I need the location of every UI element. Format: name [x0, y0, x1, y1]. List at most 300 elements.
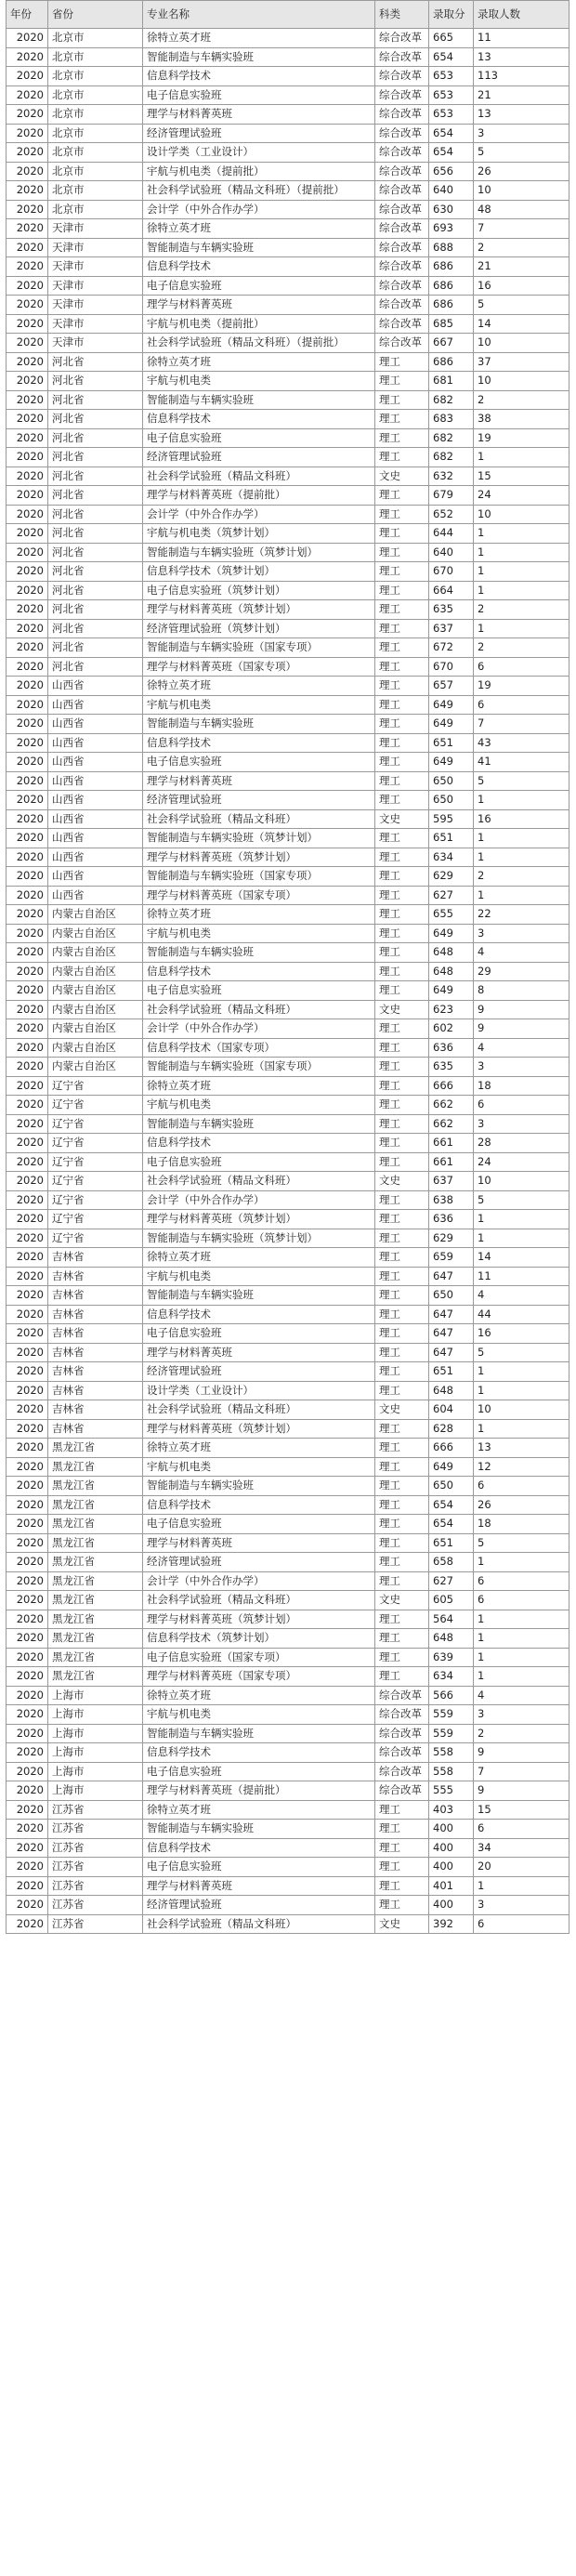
cell-year: 2020 [7, 1705, 48, 1725]
cell-major: 徐特立英才班 [143, 905, 375, 925]
cell-major: 宇航与机电类 [143, 1705, 375, 1725]
cell-major: 会计学（中外合作办学） [143, 1190, 375, 1210]
cell-score: 654 [429, 124, 474, 143]
cell-score: 654 [429, 143, 474, 163]
cell-province: 江苏省 [48, 1914, 143, 1934]
cell-score: 649 [429, 753, 474, 772]
cell-score: 564 [429, 1610, 474, 1629]
cell-category: 综合改革 [375, 314, 429, 334]
cell-category: 理工 [375, 505, 429, 524]
cell-category: 理工 [375, 410, 429, 429]
cell-major: 智能制造与车辆实验班（国家专项） [143, 638, 375, 658]
cell-province: 黑龙江省 [48, 1667, 143, 1687]
cell-admitted: 7 [474, 219, 569, 239]
cell-year: 2020 [7, 867, 48, 887]
table-row [7, 1096, 569, 1115]
table-row [7, 200, 569, 219]
cell-major: 社会科学试验班（精品文科班）（提前批） [143, 334, 375, 353]
table-row [7, 771, 569, 791]
cell-province: 辽宁省 [48, 1076, 143, 1096]
cell-major: 信息科学技术 [143, 1134, 375, 1153]
cell-province: 黑龙江省 [48, 1629, 143, 1649]
cell-major: 电子信息实验班 [143, 1762, 375, 1781]
cell-province: 吉林省 [48, 1419, 143, 1439]
cell-score: 632 [429, 467, 474, 486]
table-row [7, 334, 569, 353]
cell-category: 综合改革 [375, 47, 429, 67]
cell-province: 河北省 [48, 505, 143, 524]
cell-score: 666 [429, 1076, 474, 1096]
table-row [7, 314, 569, 334]
cell-score: 652 [429, 505, 474, 524]
table-row [7, 1305, 569, 1324]
table-row [7, 372, 569, 391]
cell-category: 理工 [375, 1477, 429, 1496]
cell-major: 徐特立英才班 [143, 1076, 375, 1096]
table-row [7, 257, 569, 277]
cell-major: 徐特立英才班 [143, 352, 375, 372]
table-row [7, 562, 569, 582]
cell-score: 672 [429, 638, 474, 658]
cell-admitted: 5 [474, 143, 569, 163]
cell-province: 北京市 [48, 181, 143, 201]
cell-year: 2020 [7, 181, 48, 201]
cell-score: 651 [429, 1533, 474, 1553]
cell-admitted: 9 [474, 1000, 569, 1019]
cell-category: 理工 [375, 562, 429, 582]
cell-major: 徐特立英才班 [143, 29, 375, 48]
cell-category: 综合改革 [375, 238, 429, 257]
cell-major: 信息科学技术（筑梦计划） [143, 562, 375, 582]
cell-year: 2020 [7, 1858, 48, 1877]
cell-province: 黑龙江省 [48, 1571, 143, 1591]
cell-admitted: 4 [474, 1686, 569, 1705]
cell-admitted: 3 [474, 924, 569, 943]
cell-score: 403 [429, 1800, 474, 1820]
header-major: 专业名称 [143, 1, 375, 29]
cell-category: 文史 [375, 809, 429, 829]
cell-province: 上海市 [48, 1724, 143, 1743]
cell-major: 电子信息实验班 [143, 276, 375, 296]
table-row [7, 848, 569, 867]
cell-province: 上海市 [48, 1686, 143, 1705]
cell-year: 2020 [7, 1571, 48, 1591]
cell-province: 山西省 [48, 829, 143, 848]
cell-major: 信息科学技术 [143, 1743, 375, 1763]
cell-major: 智能制造与车辆实验班（国家专项） [143, 1058, 375, 1077]
table-row [7, 1553, 569, 1572]
cell-year: 2020 [7, 1172, 48, 1191]
table-row [7, 1858, 569, 1877]
cell-major: 理学与材料菁英班（筑梦计划） [143, 848, 375, 867]
table-row [7, 753, 569, 772]
cell-year: 2020 [7, 390, 48, 410]
cell-admitted: 1 [474, 1876, 569, 1896]
cell-major: 信息科学技术 [143, 410, 375, 429]
cell-category: 综合改革 [375, 219, 429, 239]
cell-year: 2020 [7, 1058, 48, 1077]
cell-category: 理工 [375, 1267, 429, 1286]
cell-score: 693 [429, 219, 474, 239]
cell-category: 综合改革 [375, 85, 429, 105]
cell-admitted: 5 [474, 1533, 569, 1553]
cell-score: 650 [429, 771, 474, 791]
cell-admitted: 19 [474, 677, 569, 696]
cell-admitted: 16 [474, 1324, 569, 1344]
table-row [7, 1838, 569, 1858]
table-row [7, 486, 569, 506]
cell-score: 566 [429, 1686, 474, 1705]
header-province: 省份 [48, 1, 143, 29]
table-row [7, 695, 569, 715]
cell-year: 2020 [7, 200, 48, 219]
cell-major: 徐特立英才班 [143, 1686, 375, 1705]
table-row [7, 1210, 569, 1229]
cell-year: 2020 [7, 314, 48, 334]
cell-category: 理工 [375, 1096, 429, 1115]
cell-category: 综合改革 [375, 105, 429, 125]
cell-province: 黑龙江省 [48, 1648, 143, 1667]
table-row [7, 67, 569, 86]
cell-major: 智能制造与车辆实验班 [143, 1114, 375, 1134]
table-row [7, 1591, 569, 1610]
cell-province: 黑龙江省 [48, 1495, 143, 1515]
cell-score: 651 [429, 1362, 474, 1382]
cell-score: 654 [429, 1495, 474, 1515]
cell-year: 2020 [7, 809, 48, 829]
table-row [7, 1896, 569, 1915]
cell-category: 理工 [375, 886, 429, 905]
table-row [7, 600, 569, 620]
cell-admitted: 10 [474, 181, 569, 201]
cell-major: 电子信息实验班 [143, 1858, 375, 1877]
cell-province: 河北省 [48, 467, 143, 486]
cell-year: 2020 [7, 238, 48, 257]
cell-score: 682 [429, 428, 474, 448]
cell-category: 理工 [375, 1210, 429, 1229]
cell-score: 558 [429, 1762, 474, 1781]
cell-category: 文史 [375, 1591, 429, 1610]
cell-province: 内蒙古自治区 [48, 924, 143, 943]
cell-year: 2020 [7, 1419, 48, 1439]
cell-major: 智能制造与车辆实验班 [143, 1286, 375, 1306]
cell-province: 辽宁省 [48, 1134, 143, 1153]
cell-category: 理工 [375, 372, 429, 391]
cell-score: 647 [429, 1324, 474, 1344]
cell-major: 社会科学试验班（精品文科班） [143, 1172, 375, 1191]
cell-province: 辽宁省 [48, 1152, 143, 1172]
cell-category: 理工 [375, 1495, 429, 1515]
cell-year: 2020 [7, 1134, 48, 1153]
cell-category: 综合改革 [375, 1724, 429, 1743]
cell-major: 智能制造与车辆实验班（国家专项） [143, 867, 375, 887]
cell-province: 山西省 [48, 753, 143, 772]
cell-year: 2020 [7, 410, 48, 429]
cell-score: 635 [429, 1058, 474, 1077]
cell-province: 天津市 [48, 276, 143, 296]
table-row [7, 1533, 569, 1553]
cell-major: 宇航与机电类 [143, 372, 375, 391]
cell-category: 文史 [375, 1914, 429, 1934]
cell-major: 社会科学试验班（精品文科班） [143, 467, 375, 486]
cell-major: 智能制造与车辆实验班 [143, 943, 375, 963]
cell-score: 644 [429, 524, 474, 544]
cell-category: 综合改革 [375, 143, 429, 163]
cell-admitted: 41 [474, 753, 569, 772]
cell-province: 山西省 [48, 733, 143, 753]
cell-province: 天津市 [48, 314, 143, 334]
header-admitted: 录取人数 [474, 1, 569, 29]
table-row [7, 1038, 569, 1058]
table-row [7, 1400, 569, 1420]
cell-year: 2020 [7, 257, 48, 277]
cell-province: 内蒙古自治区 [48, 1019, 143, 1039]
cell-province: 辽宁省 [48, 1210, 143, 1229]
cell-admitted: 6 [474, 1477, 569, 1496]
cell-admitted: 21 [474, 257, 569, 277]
cell-admitted: 16 [474, 809, 569, 829]
cell-major: 徐特立英才班 [143, 1248, 375, 1268]
table-row [7, 638, 569, 658]
cell-category: 理工 [375, 486, 429, 506]
cell-year: 2020 [7, 1533, 48, 1553]
cell-category: 文史 [375, 467, 429, 486]
cell-year: 2020 [7, 486, 48, 506]
cell-score: 686 [429, 257, 474, 277]
cell-province: 北京市 [48, 47, 143, 67]
cell-admitted: 14 [474, 314, 569, 334]
table-row [7, 1286, 569, 1306]
cell-admitted: 8 [474, 981, 569, 1001]
cell-score: 649 [429, 981, 474, 1001]
cell-score: 602 [429, 1019, 474, 1039]
table-row [7, 85, 569, 105]
cell-province: 河北省 [48, 410, 143, 429]
table-row [7, 1495, 569, 1515]
table-row [7, 1439, 569, 1458]
cell-year: 2020 [7, 124, 48, 143]
cell-category: 理工 [375, 1019, 429, 1039]
cell-major: 会计学（中外合作办学） [143, 1571, 375, 1591]
cell-province: 天津市 [48, 257, 143, 277]
cell-admitted: 1 [474, 1229, 569, 1248]
cell-score: 595 [429, 809, 474, 829]
table-row [7, 886, 569, 905]
cell-score: 659 [429, 1248, 474, 1268]
cell-province: 上海市 [48, 1762, 143, 1781]
cell-score: 666 [429, 1439, 474, 1458]
cell-category: 综合改革 [375, 67, 429, 86]
cell-admitted: 1 [474, 1648, 569, 1667]
cell-score: 559 [429, 1705, 474, 1725]
cell-year: 2020 [7, 1000, 48, 1019]
cell-score: 658 [429, 1553, 474, 1572]
cell-major: 社会科学试验班（精品文科班）（提前批） [143, 181, 375, 201]
cell-year: 2020 [7, 981, 48, 1001]
cell-major: 理学与材料菁英班（国家专项） [143, 1667, 375, 1687]
cell-year: 2020 [7, 1076, 48, 1096]
cell-score: 627 [429, 886, 474, 905]
cell-major: 宇航与机电类 [143, 924, 375, 943]
cell-major: 会计学（中外合作办学） [143, 505, 375, 524]
cell-category: 理工 [375, 733, 429, 753]
cell-year: 2020 [7, 162, 48, 181]
cell-admitted: 6 [474, 1096, 569, 1115]
cell-admitted: 9 [474, 1019, 569, 1039]
cell-category: 文史 [375, 1000, 429, 1019]
cell-category: 理工 [375, 352, 429, 372]
cell-major: 社会科学试验班（精品文科班） [143, 1400, 375, 1420]
cell-province: 北京市 [48, 105, 143, 125]
cell-year: 2020 [7, 562, 48, 582]
cell-score: 651 [429, 829, 474, 848]
cell-score: 400 [429, 1896, 474, 1915]
cell-category: 理工 [375, 829, 429, 848]
cell-category: 理工 [375, 619, 429, 638]
cell-score: 649 [429, 715, 474, 734]
cell-province: 河北省 [48, 657, 143, 677]
table-row [7, 524, 569, 544]
cell-score: 558 [429, 1743, 474, 1763]
table-row [7, 390, 569, 410]
table-row [7, 352, 569, 372]
cell-province: 吉林省 [48, 1400, 143, 1420]
header-score: 录取分 [429, 1, 474, 29]
table-row [7, 1114, 569, 1134]
cell-year: 2020 [7, 771, 48, 791]
cell-admitted: 18 [474, 1515, 569, 1534]
cell-year: 2020 [7, 1267, 48, 1286]
cell-province: 黑龙江省 [48, 1553, 143, 1572]
cell-category: 综合改革 [375, 200, 429, 219]
table-row [7, 29, 569, 48]
cell-category: 理工 [375, 771, 429, 791]
cell-major: 宇航与机电类（提前批） [143, 162, 375, 181]
cell-score: 661 [429, 1152, 474, 1172]
cell-category: 理工 [375, 695, 429, 715]
cell-year: 2020 [7, 1019, 48, 1039]
cell-province: 吉林省 [48, 1381, 143, 1400]
cell-admitted: 12 [474, 1457, 569, 1477]
table-row [7, 1076, 569, 1096]
cell-score: 648 [429, 943, 474, 963]
cell-year: 2020 [7, 1591, 48, 1610]
cell-province: 天津市 [48, 219, 143, 239]
table-row [7, 1058, 569, 1077]
cell-score: 670 [429, 657, 474, 677]
table-row [7, 105, 569, 125]
cell-year: 2020 [7, 657, 48, 677]
cell-province: 山西省 [48, 886, 143, 905]
table-row [7, 791, 569, 810]
cell-province: 山西省 [48, 848, 143, 867]
cell-category: 理工 [375, 428, 429, 448]
cell-year: 2020 [7, 1800, 48, 1820]
cell-score: 400 [429, 1858, 474, 1877]
table-row [7, 448, 569, 467]
cell-year: 2020 [7, 1286, 48, 1306]
cell-year: 2020 [7, 1553, 48, 1572]
cell-admitted: 1 [474, 524, 569, 544]
table-row [7, 1629, 569, 1649]
cell-category: 理工 [375, 962, 429, 981]
table-row [7, 619, 569, 638]
cell-year: 2020 [7, 1229, 48, 1248]
cell-admitted: 2 [474, 1724, 569, 1743]
cell-major: 理学与材料菁英班（国家专项） [143, 886, 375, 905]
table-row [7, 505, 569, 524]
cell-admitted: 7 [474, 715, 569, 734]
cell-province: 上海市 [48, 1781, 143, 1801]
cell-major: 电子信息实验班 [143, 1324, 375, 1344]
cell-category: 理工 [375, 1457, 429, 1477]
cell-score: 604 [429, 1400, 474, 1420]
cell-category: 综合改革 [375, 334, 429, 353]
table-row [7, 1820, 569, 1839]
cell-year: 2020 [7, 276, 48, 296]
cell-admitted: 7 [474, 1762, 569, 1781]
cell-year: 2020 [7, 352, 48, 372]
cell-score: 682 [429, 448, 474, 467]
cell-admitted: 2 [474, 238, 569, 257]
cell-admitted: 18 [474, 1076, 569, 1096]
cell-admitted: 29 [474, 962, 569, 981]
cell-year: 2020 [7, 1439, 48, 1458]
table-row [7, 581, 569, 600]
cell-score: 647 [429, 1305, 474, 1324]
cell-province: 河北省 [48, 619, 143, 638]
cell-category: 综合改革 [375, 296, 429, 315]
cell-province: 河北省 [48, 390, 143, 410]
cell-year: 2020 [7, 1324, 48, 1344]
cell-province: 北京市 [48, 162, 143, 181]
cell-category: 理工 [375, 581, 429, 600]
cell-major: 电子信息实验班 [143, 981, 375, 1001]
cell-score: 665 [429, 29, 474, 48]
cell-score: 636 [429, 1038, 474, 1058]
cell-admitted: 9 [474, 1781, 569, 1801]
cell-province: 辽宁省 [48, 1190, 143, 1210]
cell-year: 2020 [7, 962, 48, 981]
table-row [7, 1800, 569, 1820]
cell-category: 综合改革 [375, 181, 429, 201]
cell-admitted: 26 [474, 162, 569, 181]
cell-province: 黑龙江省 [48, 1591, 143, 1610]
cell-admitted: 6 [474, 657, 569, 677]
table-row [7, 467, 569, 486]
cell-year: 2020 [7, 29, 48, 48]
cell-year: 2020 [7, 1114, 48, 1134]
cell-category: 综合改革 [375, 1686, 429, 1705]
cell-category: 理工 [375, 1800, 429, 1820]
header-category: 科类 [375, 1, 429, 29]
cell-admitted: 1 [474, 791, 569, 810]
cell-score: 638 [429, 1190, 474, 1210]
cell-admitted: 38 [474, 410, 569, 429]
cell-province: 山西省 [48, 791, 143, 810]
cell-year: 2020 [7, 791, 48, 810]
cell-province: 北京市 [48, 143, 143, 163]
cell-major: 经济管理试验班 [143, 448, 375, 467]
cell-major: 电子信息实验班 [143, 1515, 375, 1534]
cell-province: 河北省 [48, 638, 143, 658]
cell-admitted: 2 [474, 867, 569, 887]
cell-province: 江苏省 [48, 1820, 143, 1839]
cell-category: 理工 [375, 924, 429, 943]
cell-admitted: 14 [474, 1248, 569, 1268]
cell-score: 559 [429, 1724, 474, 1743]
cell-admitted: 2 [474, 390, 569, 410]
